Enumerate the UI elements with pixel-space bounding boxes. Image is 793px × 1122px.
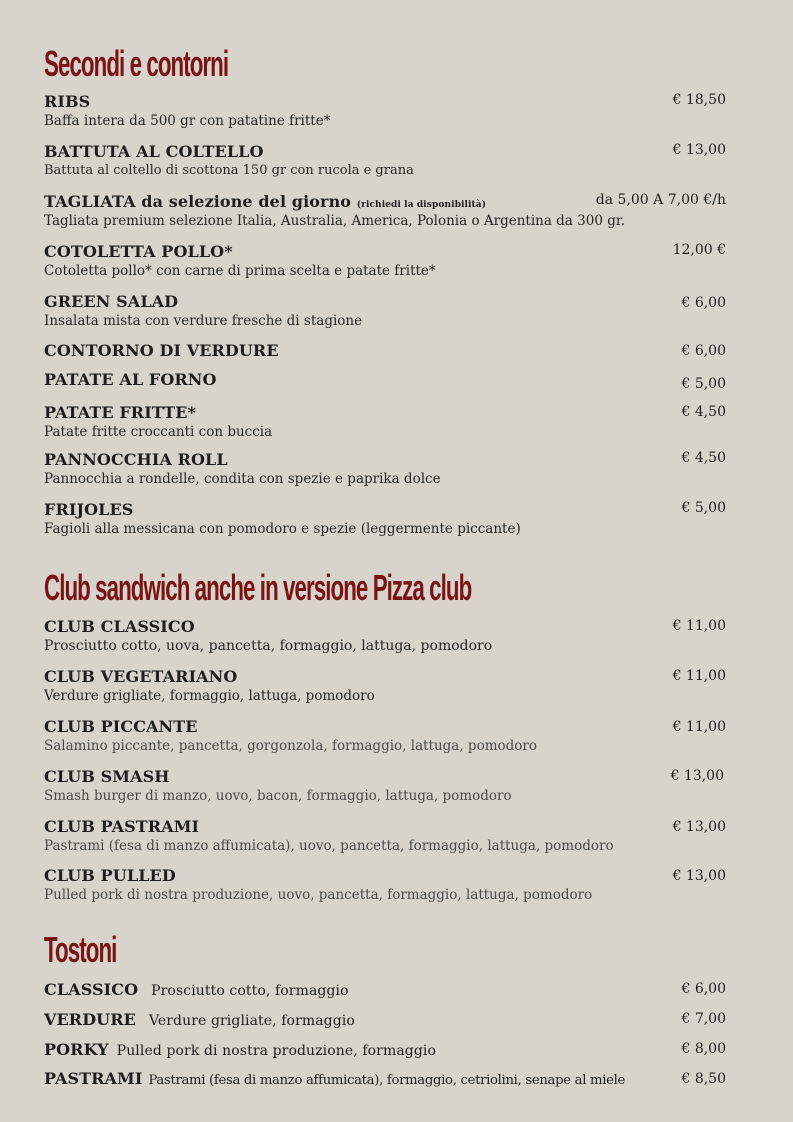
item-price: € 6,00	[681, 343, 726, 359]
item-desc: Patate fritte croccanti con buccia	[44, 424, 273, 440]
item-desc: Smash burger di manzo, uovo, bacon, formaggio, lattuga, pomodoro	[44, 788, 512, 804]
item-name: PANNOCCHIA ROLL	[44, 450, 228, 469]
item-name: VERDURE	[44, 1010, 136, 1029]
item-name: CONTORNO DI VERDURE	[44, 341, 279, 360]
item-desc: Verdure grigliate, formaggio, lattuga, pomodoro	[44, 688, 375, 704]
item-name: PATATE FRITTE*	[44, 403, 196, 422]
item-price: € 7,00	[681, 1011, 726, 1027]
item-price: € 11,00	[672, 618, 726, 634]
item-name: CLUB SMASH	[44, 767, 170, 786]
item-price: € 13,00	[672, 868, 726, 884]
item-name: GREEN SALAD	[44, 292, 179, 311]
item-price: € 4,50	[681, 450, 726, 466]
item-desc: Pulled pork di nostra produzione, formaggio	[116, 1043, 437, 1059]
item-name: CLUB CLASSICO	[44, 617, 195, 636]
item-price: da 5,00 A 7,00 €/h	[595, 192, 726, 208]
item-desc: Verdure grigliate, formaggio	[148, 1013, 355, 1029]
item-desc: Baffa intera da 500 gr con patatine fritte*	[44, 113, 331, 129]
item-name-wrap	[44, 192, 486, 211]
item-price: € 5,00	[681, 376, 726, 392]
item-desc: Prosciutto cotto, formaggio	[151, 983, 349, 999]
item-price: € 6,00	[681, 295, 726, 311]
item-name: COTOLETTA POLLO*	[44, 242, 233, 261]
item-name: FRIJOLES	[44, 500, 134, 519]
item-line	[44, 1069, 625, 1088]
item-desc: Pastrami (fesa di manzo affumicata), uovo, pancetta, formaggio, lattuga, pomodoro	[44, 838, 614, 854]
item-desc: Pulled pork di nostra produzione, uovo, pancetta, formaggio, lattuga, pomodoro	[44, 887, 593, 903]
item-name: CLUB PULLED	[44, 866, 176, 885]
item-price: € 4,50	[681, 404, 726, 420]
item-name: PORKY	[44, 1040, 109, 1059]
item-price: € 6,00	[681, 981, 726, 997]
item-desc: Pannocchia a rondelle, condita con spezie e paprika dolce	[44, 471, 441, 487]
section-title-secondi: Secondi e contorni	[44, 43, 229, 84]
item-price: € 13,00	[672, 819, 726, 835]
item-price: 12,00 €	[672, 242, 726, 258]
item-desc: Fagioli alla messicana con pomodoro e spezie (leggermente piccante)	[44, 521, 521, 537]
item-desc: Battuta al coltello di scottona 150 gr con rucola e grana	[44, 163, 414, 178]
item-desc: Insalata mista con verdure fresche di stagione	[44, 313, 363, 329]
item-desc: Pastrami (fesa di manzo affumicata), formaggio, cetriolini, senape al miele	[148, 1073, 626, 1088]
item-line	[44, 1040, 436, 1059]
item-name: CLUB VEGETARIANO	[44, 667, 238, 686]
item-line	[44, 980, 349, 999]
item-name: RIBS	[44, 92, 91, 111]
item-price: € 11,00	[672, 668, 726, 684]
item-name: CLASSICO	[44, 980, 139, 999]
item-price: € 13,00	[672, 142, 726, 158]
item-desc: Cotoletta pollo* con carne di prima scelta e patate fritte*	[44, 263, 436, 279]
item-price: € 8,50	[681, 1071, 726, 1087]
item-name: CLUB PASTRAMI	[44, 817, 200, 836]
item-name: PASTRAMI	[44, 1069, 143, 1088]
item-price: € 5,00	[681, 500, 726, 516]
item-price: € 11,00	[672, 719, 726, 735]
item-desc: Salamino piccante, pancetta, gorgonzola, formaggio, lattuga, pomodoro	[44, 738, 537, 754]
section-title-tostoni: Tostoni	[44, 929, 117, 970]
item-line	[44, 1010, 355, 1029]
item-price: € 18,50	[672, 92, 726, 108]
section-title-club: Club sandwich anche in versione Pizza club	[44, 567, 472, 608]
item-price: € 8,00	[681, 1041, 726, 1057]
item-price: € 13,00	[670, 768, 724, 784]
availability-note: (richiedi la disponibilità)	[356, 200, 487, 210]
item-desc: Prosciutto cotto, uova, pancetta, formaggio, lattuga, pomodoro	[44, 638, 493, 654]
item-name: TAGLIATA da selezione del giorno	[44, 192, 352, 211]
item-desc: Tagliata premium selezione Italia, Australia, America, Polonia o Argentina da 300 gr.	[44, 213, 626, 229]
item-name: PATATE AL FORNO	[44, 370, 217, 389]
item-name: CLUB PICCANTE	[44, 717, 198, 736]
item-name: BATTUTA AL COLTELLO	[44, 142, 264, 161]
